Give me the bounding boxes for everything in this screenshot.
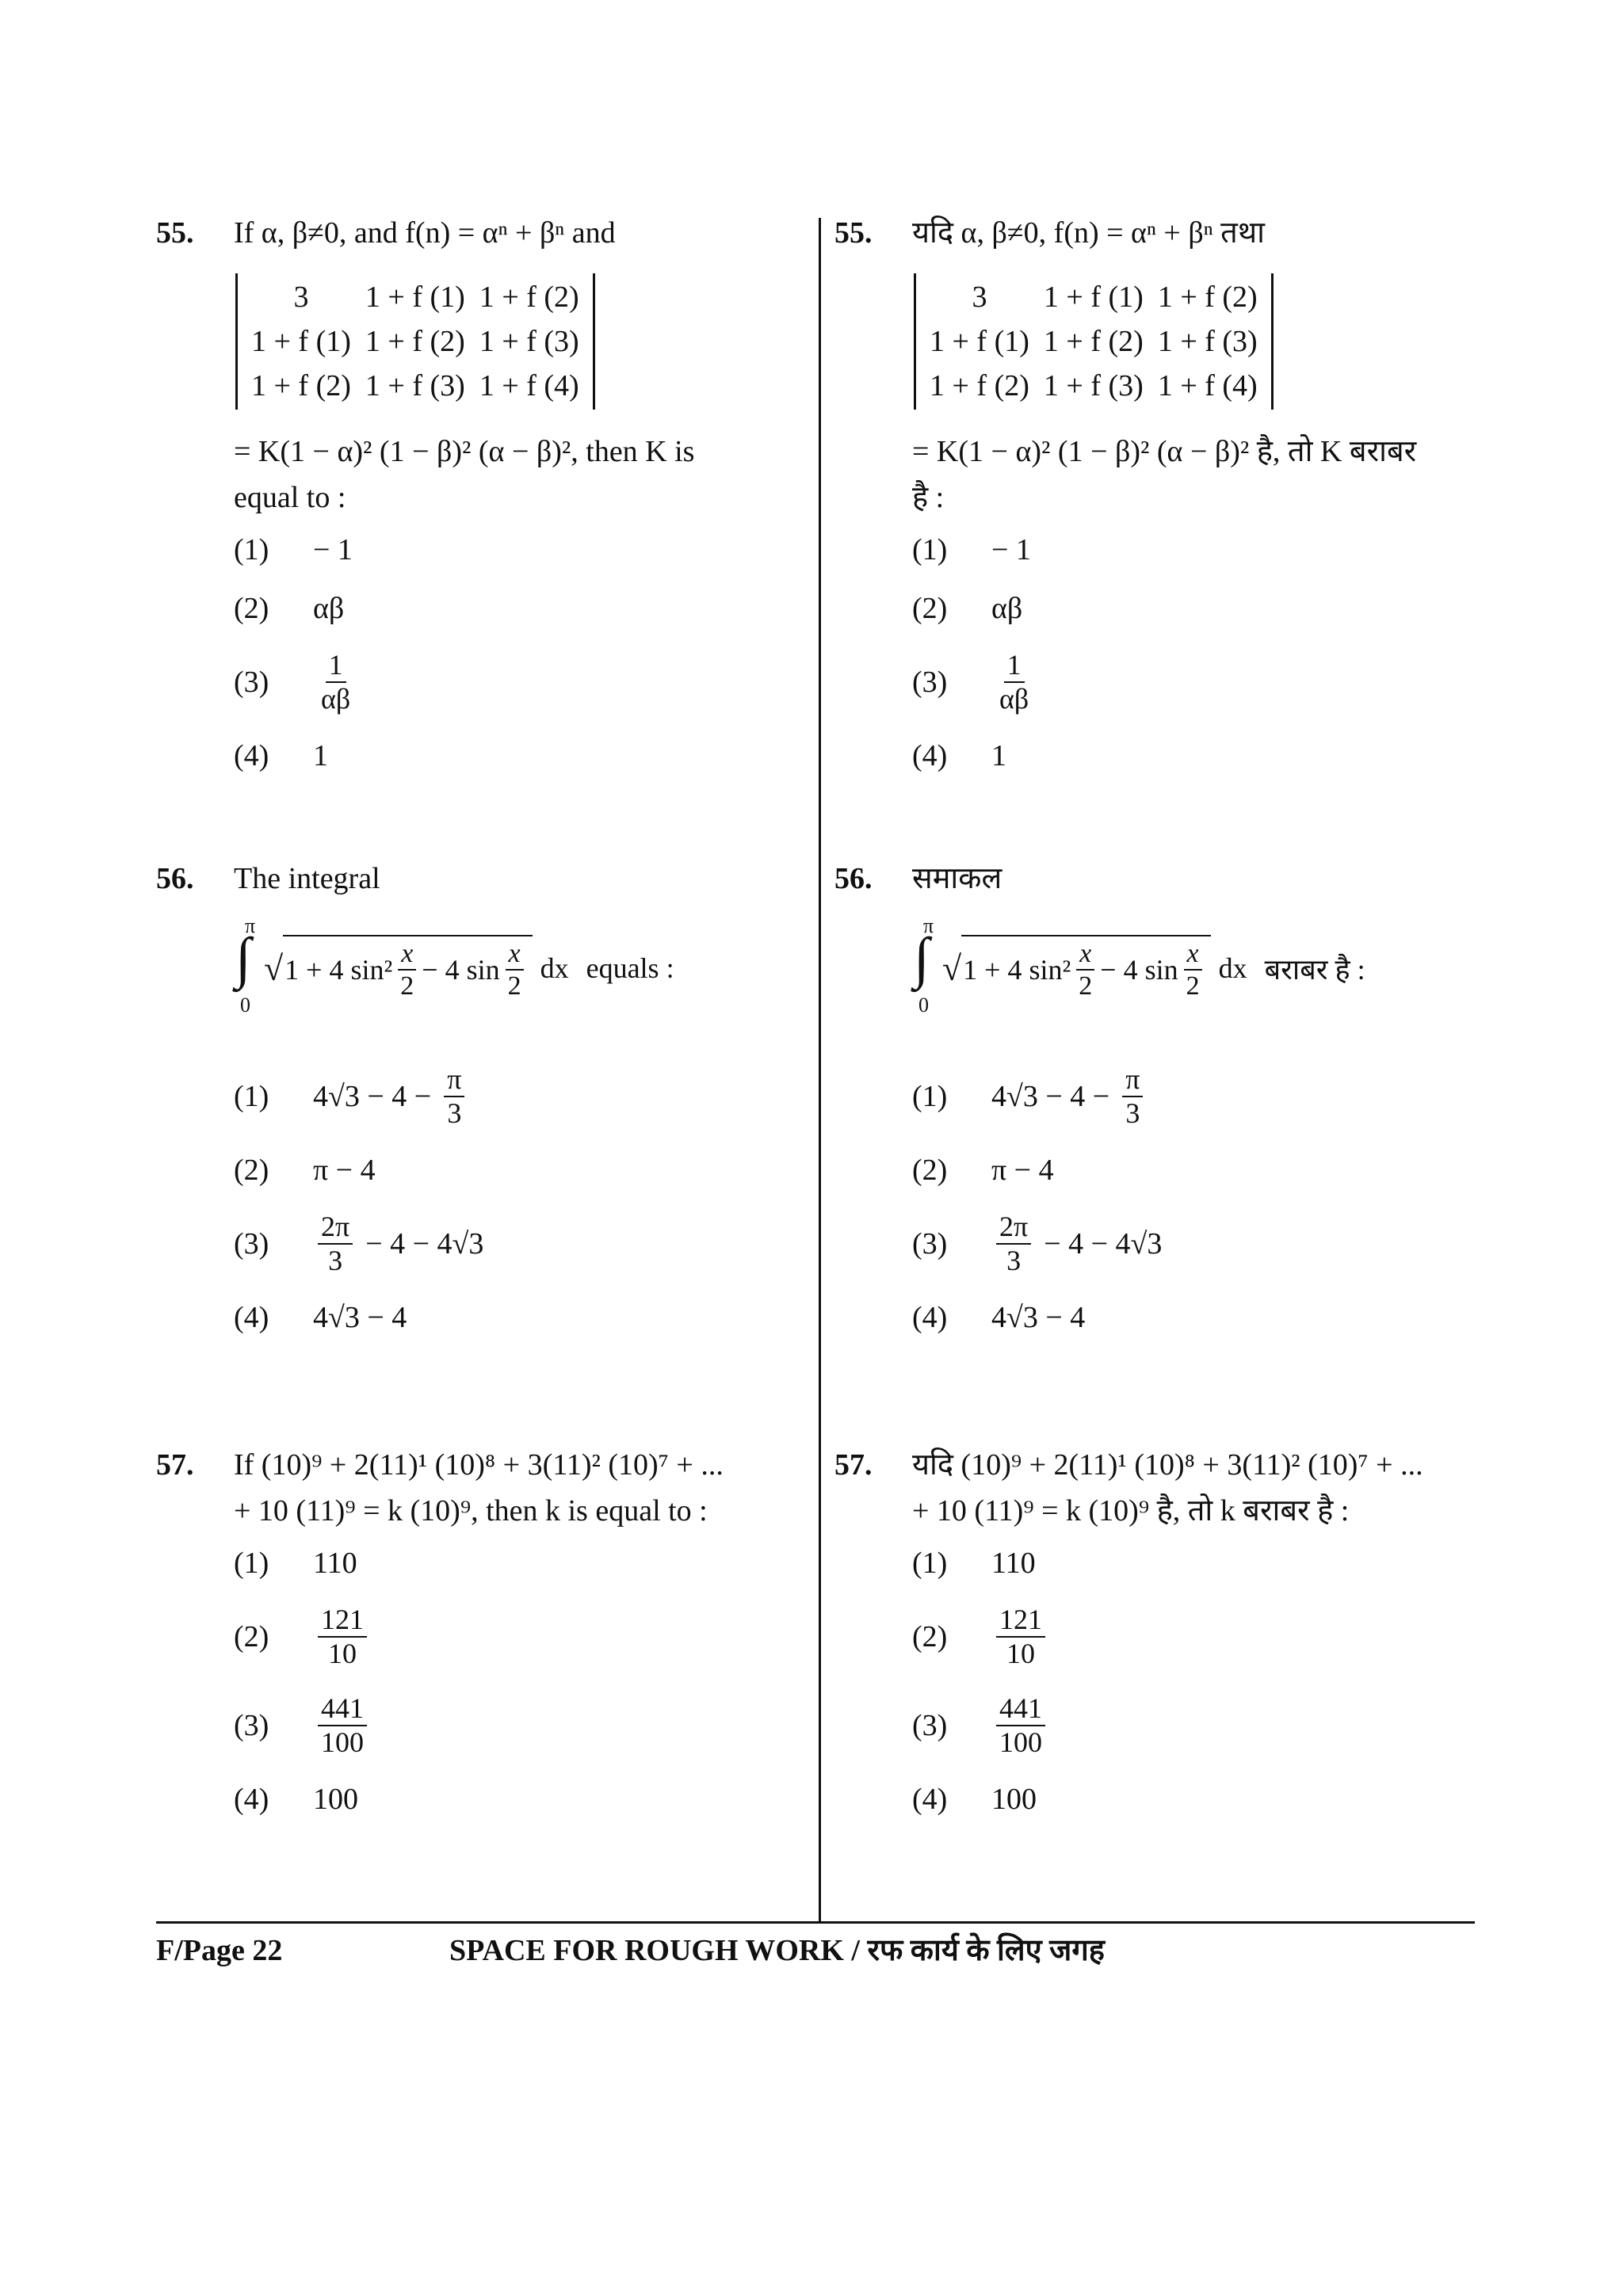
denominator: 10 — [1006, 1638, 1035, 1669]
option-3[interactable] — [234, 638, 758, 727]
option-4[interactable] — [912, 1770, 1437, 1829]
denominator: 2 — [1186, 971, 1200, 1001]
matrix-cell: 1 + f (2) — [1043, 325, 1144, 358]
option-value: − 4 − 4√3 — [1044, 1227, 1163, 1261]
numerator: x — [506, 938, 524, 971]
option-value: 100 — [313, 1783, 358, 1816]
option-label: (1) — [234, 1080, 269, 1113]
option-4[interactable] — [234, 1770, 758, 1829]
matrix-cell: 1 + f (2) — [251, 369, 351, 402]
option-value: − 1 — [991, 533, 1031, 566]
question-text: यदि α, β≠0, f(n) = αⁿ + βⁿ तथा — [912, 216, 1265, 250]
denominator: 3 — [447, 1097, 462, 1129]
matrix-cell: 3 — [972, 280, 987, 314]
option-1[interactable] — [234, 1052, 758, 1141]
footer-rule — [156, 1921, 1475, 1924]
option-label: (4) — [912, 739, 948, 772]
fraction — [996, 649, 1032, 716]
option-label: (1) — [234, 533, 269, 566]
option-value: − 4 − 4√3 — [365, 1227, 484, 1261]
matrix-cell: 3 — [293, 280, 309, 314]
square-root: √ 1 + 4 sin² $\frac{x}{2}$ − 4 sin $\frac{x}{2}$ — [264, 935, 533, 1001]
question-56-en — [156, 856, 758, 1442]
integral-sign: ∫ π 0 — [914, 914, 934, 1016]
upper-limit: π — [245, 914, 256, 937]
page-number: F/Page 22 — [156, 1934, 283, 1967]
denominator: 2 — [1079, 971, 1093, 1001]
denominator: 100 — [999, 1726, 1042, 1758]
option-3[interactable] — [234, 1199, 758, 1288]
option-value: αβ — [313, 592, 345, 625]
option-label: (1) — [912, 1547, 948, 1580]
option-2[interactable] — [234, 1141, 758, 1199]
denominator: 100 — [321, 1726, 364, 1758]
option-2[interactable] — [234, 579, 758, 638]
option-3[interactable] — [912, 1681, 1437, 1770]
numerator: x — [1184, 938, 1202, 971]
option-value: 4√3 − 4 — [991, 1301, 1086, 1334]
differential: dx — [540, 952, 569, 984]
option-label: (2) — [234, 592, 269, 625]
option-label: (3) — [912, 1227, 948, 1261]
numerator: 121 — [318, 1604, 367, 1638]
option-2[interactable] — [912, 1592, 1437, 1681]
option-3[interactable] — [234, 1681, 758, 1770]
matrix-cell: 1 + f (3) — [365, 369, 465, 402]
lower-limit: 0 — [240, 994, 250, 1016]
rough-work-note: SPACE FOR ROUGH WORK / रफ कार्य के लिए जगह — [449, 1934, 1105, 1967]
question-text: + 10 (11)⁹ = k (10)⁹, then k is equal to : — [234, 1494, 708, 1527]
denominator: 3 — [1006, 1245, 1022, 1276]
fraction — [318, 1692, 367, 1760]
numerator: x — [1076, 938, 1094, 971]
option-3[interactable] — [912, 1199, 1437, 1288]
determinant — [914, 273, 1274, 410]
option-label: (2) — [912, 1154, 948, 1187]
question-57-hi — [834, 1442, 1437, 1829]
question-text: = K(1 − α)² (1 − β)² (α − β)² है, तो K बराबर — [912, 435, 1417, 468]
question-text: समाकल — [912, 862, 1002, 895]
numerator: 121 — [996, 1604, 1045, 1638]
option-3[interactable] — [912, 638, 1437, 727]
question-text: यदि (10)⁹ + 2(11)¹ (10)⁸ + 3(11)² (10)⁷ + ... — [912, 1448, 1423, 1482]
matrix-cell: 1 + f (3) — [1043, 369, 1144, 402]
option-2[interactable] — [912, 579, 1437, 638]
fraction — [1075, 938, 1095, 1001]
numerator: 441 — [318, 1692, 367, 1726]
numerator: 1 — [326, 649, 346, 683]
numerator: 441 — [996, 1692, 1045, 1726]
option-label: (4) — [912, 1301, 948, 1334]
upper-limit: π — [923, 914, 934, 937]
option-label: (4) — [234, 1783, 269, 1816]
fraction — [318, 1604, 367, 1671]
matrix-cell: 1 + f (2) — [365, 325, 465, 358]
option-label: (2) — [234, 1154, 269, 1187]
question-number: 57. — [156, 1448, 194, 1482]
integral-expression — [234, 914, 758, 1019]
fraction — [996, 1211, 1031, 1278]
option-label: (4) — [912, 1783, 948, 1816]
option-4[interactable] — [234, 1288, 758, 1347]
option-1[interactable] — [234, 1534, 758, 1592]
matrix-cell: 1 + f (3) — [1157, 325, 1258, 358]
denominator: 10 — [328, 1638, 357, 1669]
option-1[interactable] — [912, 521, 1437, 579]
differential: dx — [1218, 952, 1247, 984]
option-label: (3) — [234, 666, 269, 699]
option-1[interactable] — [912, 1052, 1437, 1141]
english-column — [156, 210, 758, 1829]
matrix-cell: 1 + f (2) — [930, 369, 1029, 402]
option-value: 4√3 − 4 − — [313, 1080, 432, 1113]
question-number: 55. — [156, 216, 194, 250]
option-value: 100 — [991, 1783, 1037, 1816]
hindi-column — [834, 210, 1437, 1829]
option-value: 4√3 − 4 − — [991, 1080, 1110, 1113]
option-value: π − 4 — [313, 1154, 376, 1187]
option-value: 4√3 − 4 — [313, 1301, 407, 1334]
numerator: 2π — [318, 1211, 353, 1245]
matrix-cell: 1 + f (4) — [1157, 369, 1258, 402]
fraction — [318, 649, 353, 716]
square-root: √ 1 + 4 sin² $\frac{x}{2}$ − 4 sin $\frac{x}{2}$ — [942, 935, 1211, 1001]
numerator: π — [1122, 1063, 1143, 1097]
option-label: (3) — [234, 1709, 269, 1742]
option-value: αβ — [991, 592, 1023, 625]
option-value: π − 4 — [991, 1154, 1054, 1187]
option-value: 1 — [313, 739, 328, 772]
integral-expression — [912, 914, 1437, 1019]
column-divider — [819, 218, 821, 1921]
integral-sign: ∫ π 0 — [235, 914, 256, 1016]
question-text: + 10 (11)⁹ = k (10)⁹ है, तो k बराबर है : — [912, 1494, 1350, 1527]
option-label: (1) — [912, 1080, 948, 1113]
fraction — [397, 938, 417, 1001]
matrix-cell: 1 + f (4) — [479, 369, 579, 402]
integrand-part: 1 + 4 sin² — [285, 954, 393, 986]
option-value: − 1 — [313, 533, 353, 566]
question-55-hi — [834, 210, 1437, 856]
numerator: π — [444, 1063, 464, 1097]
matrix-cell: 1 + f (1) — [1043, 280, 1144, 314]
lower-limit: 0 — [918, 994, 929, 1016]
option-label: (2) — [234, 1620, 269, 1653]
matrix-cell: 1 + f (1) — [930, 325, 1029, 358]
option-label: (3) — [912, 1709, 948, 1742]
question-text: If (10)⁹ + 2(11)¹ (10)⁸ + 3(11)² (10)⁷ + ... — [234, 1448, 724, 1482]
question-56-hi — [834, 856, 1437, 1442]
question-text: है : — [912, 481, 945, 514]
denominator: 3 — [1125, 1097, 1140, 1129]
question-text: equal to : — [234, 481, 346, 514]
integrand-part: − 4 sin — [422, 954, 500, 986]
option-value: 110 — [313, 1547, 357, 1580]
question-number: 57. — [834, 1448, 873, 1482]
option-1[interactable] — [234, 521, 758, 579]
matrix-cell: 1 + f (1) — [365, 280, 465, 314]
numerator: 2π — [996, 1211, 1031, 1245]
matrix-cell: 1 + f (3) — [479, 325, 579, 358]
fraction — [505, 938, 525, 1001]
option-2[interactable] — [912, 1141, 1437, 1199]
option-label: (3) — [234, 1227, 269, 1261]
option-4[interactable] — [912, 1288, 1437, 1347]
question-text: equals : — [586, 952, 674, 984]
option-2[interactable] — [234, 1592, 758, 1681]
denominator: αβ — [321, 683, 351, 715]
question-text: The integral — [234, 862, 380, 895]
numerator: x — [398, 938, 416, 971]
question-57-en — [156, 1442, 758, 1829]
denominator: 2 — [400, 971, 414, 1001]
fraction — [318, 1211, 353, 1278]
fraction — [996, 1692, 1045, 1760]
fraction — [444, 1063, 464, 1131]
option-4[interactable] — [912, 727, 1437, 785]
option-4[interactable] — [234, 727, 758, 785]
page-footer — [156, 1927, 1475, 1974]
option-label: (3) — [912, 666, 948, 699]
question-number: 55. — [834, 216, 873, 250]
denominator: 3 — [328, 1245, 343, 1276]
option-label: (1) — [912, 533, 948, 566]
option-1[interactable] — [912, 1534, 1437, 1592]
question-text: बराबर है : — [1264, 953, 1365, 986]
question-55-en — [156, 210, 758, 856]
denominator: 2 — [507, 971, 521, 1001]
fraction — [1183, 938, 1203, 1001]
option-label: (2) — [912, 592, 948, 625]
question-number: 56. — [834, 862, 873, 895]
question-number: 56. — [156, 862, 194, 895]
denominator: αβ — [999, 683, 1029, 715]
option-value: 1 — [991, 739, 1006, 772]
fraction — [1122, 1063, 1143, 1131]
option-label: (1) — [234, 1547, 269, 1580]
integrand-part: 1 + 4 sin² — [963, 954, 1071, 986]
question-text: = K(1 − α)² (1 − β)² (α − β)², then K is — [234, 435, 695, 468]
integrand-part: − 4 sin — [1100, 954, 1178, 986]
option-label: (4) — [234, 1301, 269, 1334]
matrix-cell: 1 + f (1) — [251, 325, 351, 358]
matrix-cell: 1 + f (2) — [1157, 280, 1258, 314]
numerator: 1 — [1004, 649, 1025, 683]
option-label: (2) — [912, 1620, 948, 1653]
matrix-cell: 1 + f (2) — [479, 280, 579, 314]
fraction — [996, 1604, 1045, 1671]
option-label: (4) — [234, 739, 269, 772]
option-value: 110 — [991, 1547, 1036, 1580]
determinant — [235, 273, 595, 410]
question-text: If α, β≠0, and f(n) = αⁿ + βⁿ and — [234, 216, 616, 250]
